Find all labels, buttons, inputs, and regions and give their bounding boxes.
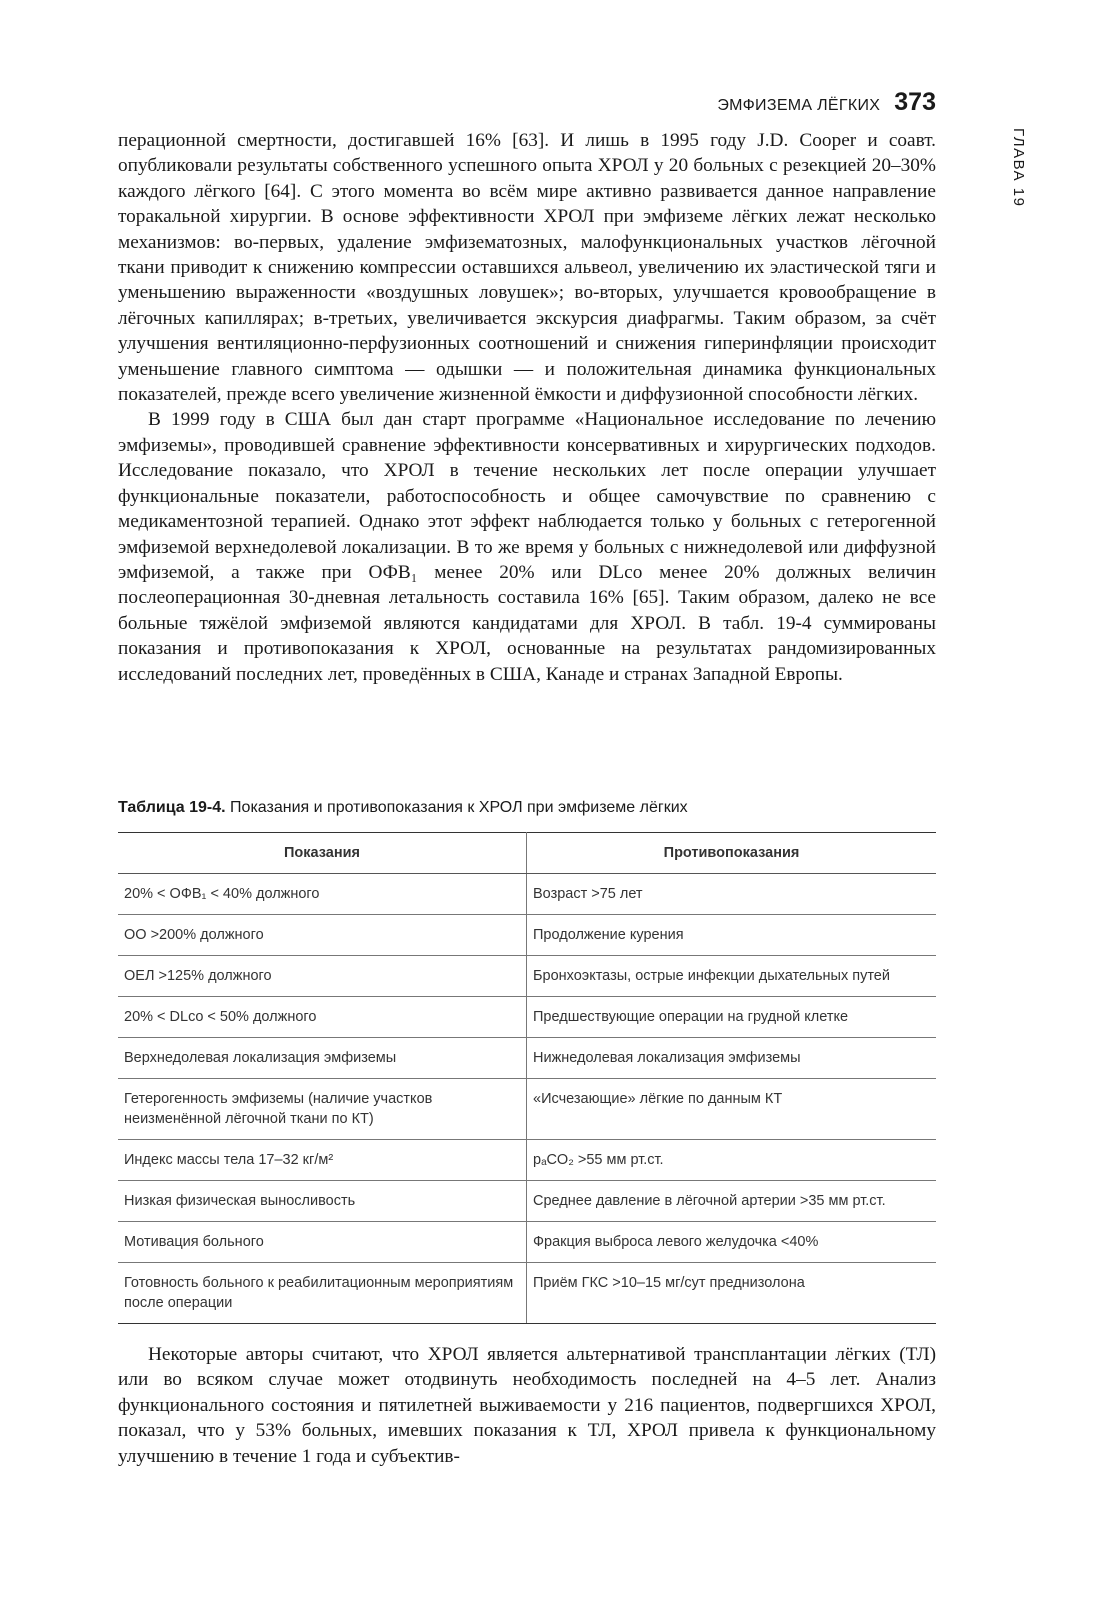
contraindication-cell: Среднее давление в лёгочной артерии >35 мм рт.ст. — [527, 1181, 937, 1222]
running-title: ЭМФИЗЕМА ЛЁГКИХ — [717, 97, 881, 114]
paragraph: Некоторые авторы считают, что ХРОЛ является альтернативой трансплантации лёгких (ТЛ) или во всяком случае может отодвинуть необходимость последней на 4–5 лет. Анализ функционального состояния и пятилетней выживаемости у 216 пациентов, подвергшихся ХРОЛ, показал, что у 53% больных, имевших показания к ТЛ, ХРОЛ привела к функциональному улучшению в течение 1 года и субъектив- — [118, 1344, 936, 1467]
contraindication-cell: Приём ГКС >10–15 мг/сут преднизолона — [527, 1263, 937, 1324]
contraindication-cell: Фракция выброса левого желудочка <40% — [527, 1222, 937, 1263]
indication-cell: Гетерогенность эмфиземы (наличие участков неизменённой лёгочной ткани по КТ) — [118, 1079, 527, 1140]
body-text-bottom — [118, 1342, 936, 1469]
table-row — [118, 1263, 936, 1324]
table-caption — [118, 799, 936, 817]
indication-cell: Индекс массы тела 17–32 кг/м² — [118, 1140, 527, 1181]
table-header-indications: Показания — [118, 833, 527, 874]
indications-table — [118, 832, 936, 1324]
indication-cell: 20% < ОФВ₁ < 40% должного — [118, 874, 527, 915]
chapter-tab: ГЛАВА 19 — [1010, 128, 1027, 208]
contraindication-cell: Продолжение курения — [527, 915, 937, 956]
table-row — [118, 915, 936, 956]
table-row — [118, 997, 936, 1038]
indication-cell: Верхнедолевая локализация эмфиземы — [118, 1038, 527, 1079]
indication-cell: Готовность больного к реабилитационным мероприятиям после операции — [118, 1263, 527, 1324]
table-row — [118, 1222, 936, 1263]
paragraph: В 1999 году в США был дан старт программе «Национальное исследование по лечению эмфиземы», проводившей сравнение эффективности консервативных и хирургических подходов. Исследование показало, что ХРОЛ в течение нескольких лет после операции улучшает функциональные показатели, работоспособность и общее самочувствие по сравнению с медикаментозной терапией. Однако этот эффект наблюдается только у больных с гетерогенной эмфиземой верхнедолевой локализации. В то же время у больных с нижнедолевой или диффузной эмфиземой, а также при ОФВ₁ менее 20% или DLco менее 20% должных величин послеоперационная 30-дневная летальность составила 16% [65]. Таким образом, далеко не все больные тяжёлой эмфиземой являются кандидатами для ХРОЛ. В табл. 19-4 суммированы показания и противопоказания к ХРОЛ, основанные на результатах рандомизированных исследований последних лет, проведённых в США, Канаде и странах Западной Европы. — [118, 409, 936, 685]
indication-cell: 20% < DLco < 50% должного — [118, 997, 527, 1038]
contraindication-cell: Возраст >75 лет — [527, 874, 937, 915]
body-text-top — [118, 128, 936, 687]
contraindication-cell: Предшествующие операции на грудной клетке — [527, 997, 937, 1038]
table-header-contraindications: Противопоказания — [527, 833, 937, 874]
table-caption-text: Показания и противопоказания к ХРОЛ при эмфиземе лёгких — [225, 799, 688, 816]
table-row — [118, 1140, 936, 1181]
contraindication-cell: «Исчезающие» лёгкие по данным КТ — [527, 1079, 937, 1140]
indication-cell: ОО >200% должного — [118, 915, 527, 956]
table-row — [118, 1038, 936, 1079]
table-row — [118, 1079, 936, 1140]
contraindication-cell: Нижнедолевая локализация эмфиземы — [527, 1038, 937, 1079]
table-caption-label: Таблица 19-4. — [118, 799, 226, 816]
table-row — [118, 874, 936, 915]
indication-cell: Низкая физическая выносливость — [118, 1181, 527, 1222]
contraindication-cell: pₐCO₂ >55 мм рт.ст. — [527, 1140, 937, 1181]
table-row — [118, 956, 936, 997]
indication-cell: Мотивация больного — [118, 1222, 527, 1263]
paragraph: перационной смертности, достигавшей 16% [63]. И лишь в 1995 году J.D. Cooper и соавт. опубликовали результаты собственного успешного опыта ХРОЛ у 20 больных с резекцией 20–30% каждого лёгкого [64]. С этого момента во всём мире активно развивается данное направление торакальной хирургии. В основе эффективности ХРОЛ при эмфиземе лёгких лежат несколько механизмов: во-первых, удаление эмфизематозных, малофункциональных участков лёгочной ткани приводит к снижению компрессии оставшихся альвеол, увеличению их эластической тяги и уменьшению выраженности «воздушных ловушек»; во-вторых, улучшается кровообращение в лёгочных капиллярах; в-третьих, увеличивается экскурсия диафрагмы. Таким образом, за счёт улучшения вентиляционно-перфузионных соотношений и снижения гиперинфляции происходит уменьшение главного симптома — одышки — и положительная динамика функциональных показателей, прежде всего увеличение жизненной ёмкости и диффузионной способности лёгких. — [118, 130, 936, 406]
indication-cell: ОЕЛ >125% должного — [118, 956, 527, 997]
page-number: 373 — [894, 88, 936, 116]
table-row — [118, 1181, 936, 1222]
contraindication-cell: Бронхоэктазы, острые инфекции дыхательных путей — [527, 956, 937, 997]
running-header — [118, 88, 936, 120]
